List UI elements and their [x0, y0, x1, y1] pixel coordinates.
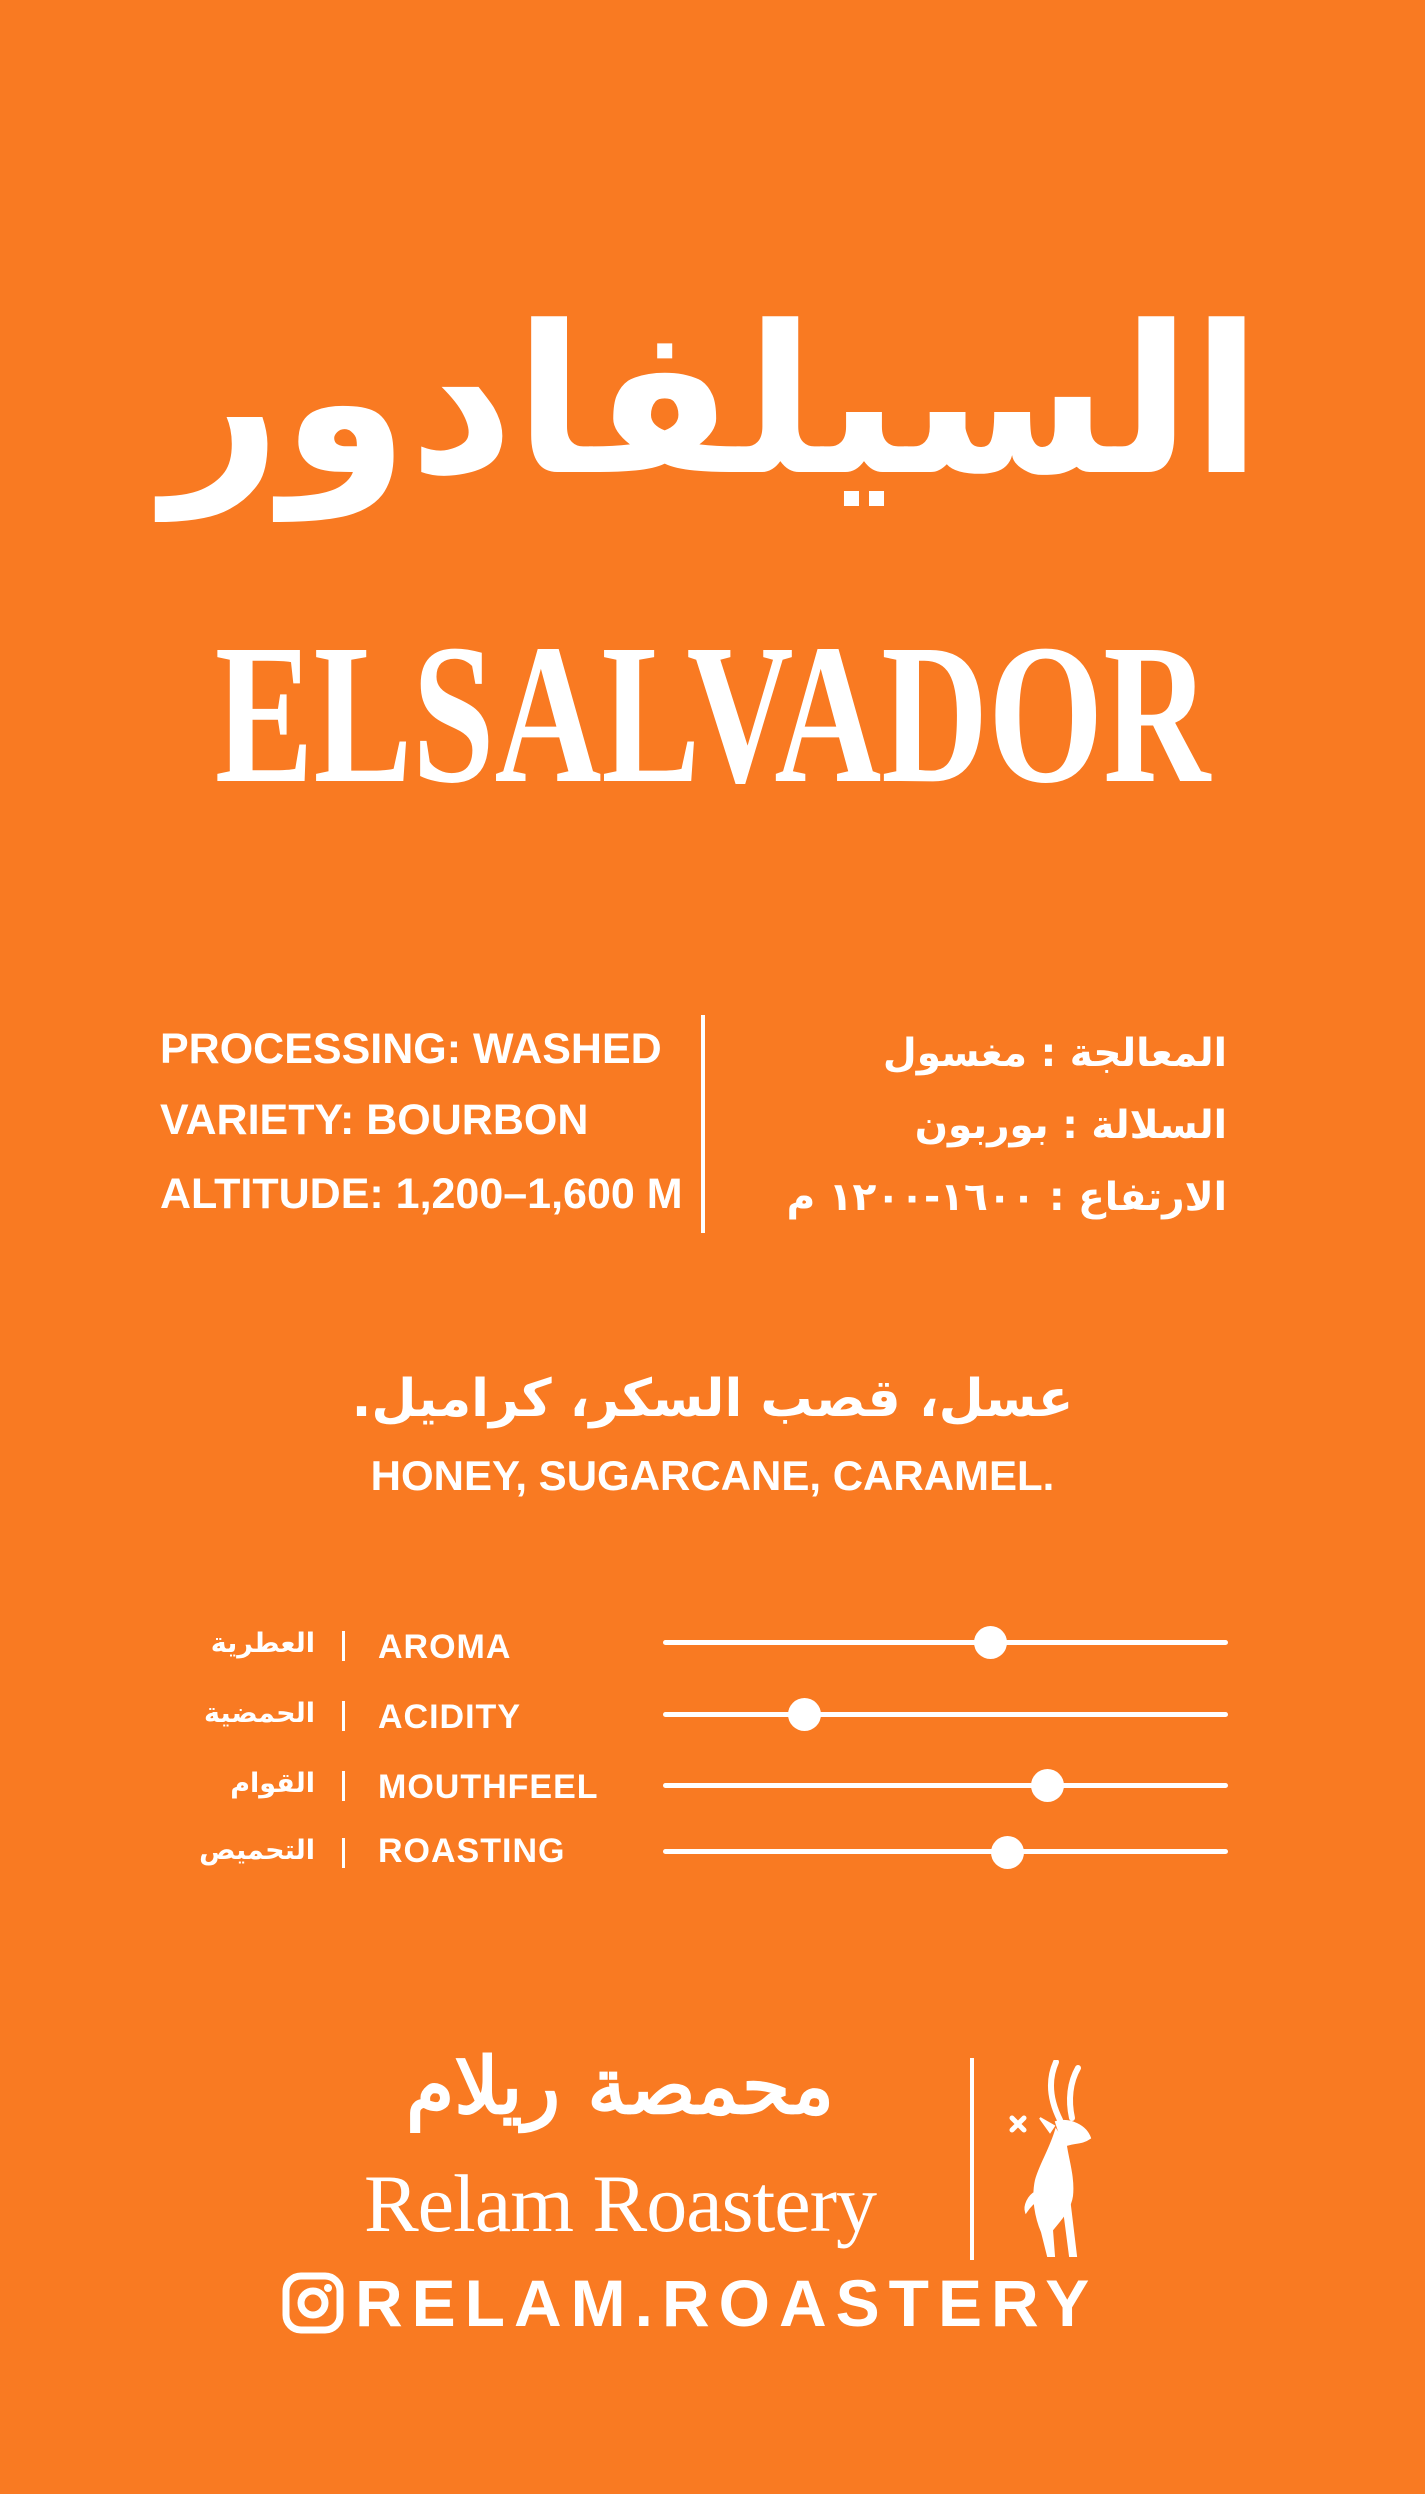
title-english: ELSALVADOR — [214, 604, 1211, 825]
spec-variety-arabic: السلالة : بوربون — [914, 1103, 1227, 1148]
attribute-slider-knob — [991, 1836, 1024, 1869]
attribute-label-arabic: التحميص — [199, 1835, 315, 1866]
gazelle-logo-icon — [990, 2060, 1110, 2260]
attribute-slider-track — [663, 1849, 1228, 1854]
attribute-label-arabic: الحمضية — [204, 1698, 315, 1729]
attribute-label: ROASTING — [378, 1832, 566, 1870]
spec-processing: PROCESSING: WASHED — [160, 1025, 662, 1073]
attribute-slider-track — [663, 1640, 1228, 1645]
spec-processing-arabic: المعالجة : مغسول — [882, 1031, 1227, 1076]
attribute-slider-track — [663, 1783, 1228, 1788]
attribute-label: ACIDITY — [378, 1698, 521, 1736]
title-arabic: السيلفادور — [163, 283, 1262, 521]
attribute-slider-track — [663, 1712, 1228, 1717]
brand-name: Relam Roastery — [363, 2158, 877, 2249]
tasting-notes-english: HONEY, SUGARCANE, CARAMEL. — [370, 1452, 1055, 1499]
instagram-handle[interactable]: RELAM.ROASTERY — [355, 2266, 1099, 2340]
attribute-separator — [342, 1631, 345, 1661]
attribute-label: MOUTHFEEL — [378, 1768, 599, 1806]
attribute-slider-knob — [788, 1698, 821, 1731]
instagram-icon — [282, 2272, 344, 2334]
attribute-separator — [342, 1701, 345, 1731]
spec-altitude: ALTITUDE: 1,200–1,600 M — [160, 1170, 683, 1218]
attribute-label-arabic: العطرية — [210, 1628, 315, 1659]
brand-name-arabic: محمصة ريلام — [405, 2041, 835, 2132]
attribute-slider-knob — [1031, 1769, 1064, 1802]
spec-altitude-arabic: الارتفاع : ١٦٠٠-١٢٠٠ م — [786, 1175, 1227, 1220]
brand-divider — [970, 2058, 974, 2260]
spec-variety: VARIETY: BOURBON — [160, 1096, 589, 1144]
tasting-notes-arabic: عسل، قصب السكر، كراميل. — [351, 1369, 1074, 1429]
attribute-separator — [342, 1838, 345, 1868]
attribute-slider-knob — [974, 1626, 1007, 1659]
attribute-label-arabic: القوام — [230, 1768, 315, 1799]
spec-divider — [701, 1015, 705, 1233]
attribute-label: AROMA — [378, 1628, 512, 1666]
attribute-separator — [342, 1771, 345, 1801]
